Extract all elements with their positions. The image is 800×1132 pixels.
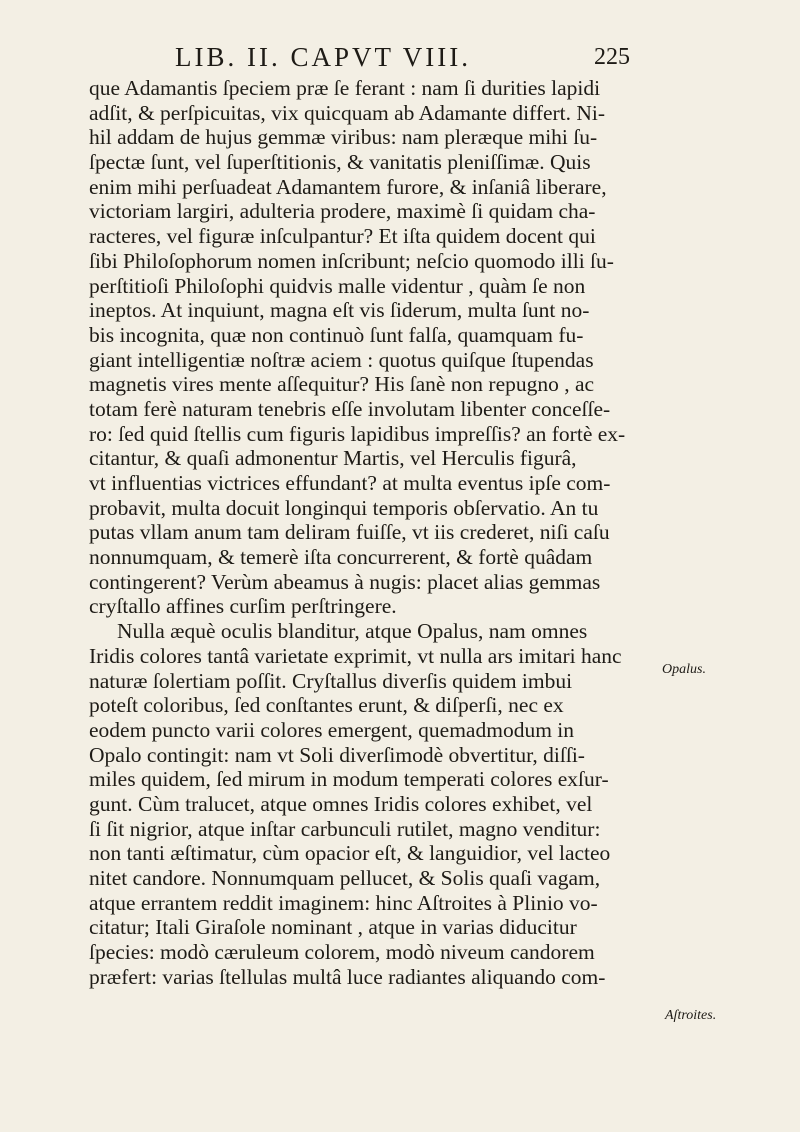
text-line: magnetis vires mente aſſequitur? His ſanè non repugno , ac <box>89 372 595 397</box>
margin-note-opalus: Opalus. <box>662 662 706 677</box>
text-line: totam ferè naturam tenebris eſſe involutam libenter conceſſe- <box>89 396 611 421</box>
text-line: Iridis colores tantâ varietate exprimit, vt nulla ars imitari hanc <box>89 643 622 668</box>
text-line: giant intelligentiæ noſtræ aciem : quotus quiſque ſtupendas <box>89 347 594 372</box>
text-line: racteres, vel figuræ inſculpantur? Et iſta quidem docent qui <box>89 224 596 249</box>
text-line: nonnumquam, & temerè iſta concurrerent, & fortè quâdam <box>89 545 593 570</box>
body-text <box>89 76 649 989</box>
text-line: perſtitioſi Philoſophi quidvis malle videntur , quàm ſe non <box>89 273 586 298</box>
text-line: poteſt coloribus, ſed conſtantes erunt, & diſperſi, nec ex <box>89 693 564 718</box>
paragraph-start-line: Nulla æquè oculis blanditur, atque Opalus, nam omnes <box>117 619 588 644</box>
text-line: atque errantem reddit imaginem: hinc Aſtroites à Plinio vo- <box>89 890 598 915</box>
text-line: naturæ ſolertiam poſſit. Cryſtallus diverſis quidem imbui <box>89 668 573 693</box>
running-head <box>150 38 630 78</box>
text-line: gunt. Cùm tralucet, atque omnes Iridis colores exhibet, vel <box>89 791 593 816</box>
text-line: adſit, & perſpicuitas, vix quicquam ab Adamante differt. Ni- <box>89 100 606 125</box>
margin-note-astroites: Aſtroites. <box>665 1008 717 1023</box>
text-line: que Adamantis ſpeciem præ ſe ferant : nam ſi durities lapidi <box>89 76 601 100</box>
text-line: non tanti æſtimatur, cùm opacior eſt, & languidior, vel lacteo <box>89 841 611 866</box>
text-line: ſi ſit nigrior, atque inſtar carbunculi rutilet, magno venditur: <box>89 816 601 841</box>
text-line: vt influentias victrices effundant? at multa eventus ipſe com- <box>89 471 611 495</box>
text-line: hil addam de hujus gemmæ viribus: nam pleræque mihi ſu- <box>89 125 598 150</box>
running-title: LIB. II. CAPVT VIII. <box>175 42 471 72</box>
text-line: cryſtallo affines curſim perſtringere. <box>89 594 397 619</box>
text-line: enim mihi perſuadeat Adamantem furore, & inſaniâ liberare, <box>89 174 607 199</box>
text-line: nitet candore. Nonnumquam pellucet, & Solis quaſi vagam, <box>89 866 601 890</box>
text-line: victoriam largiri, adulteria prodere, maximè ſi quidam cha- <box>89 199 596 224</box>
text-line: Opalo contingit: nam vt Soli diverſimodè obvertitur, diſſi- <box>89 742 585 767</box>
text-line: bis incognita, quæ non continuò ſunt falſa, quamquam fu- <box>89 322 584 347</box>
text-line: ſibi Philoſophorum nomen inſcribunt; neſcio quomodo illi ſu- <box>89 248 614 273</box>
text-line: probavit, multa docuit longinqui temporis obſervatio. An tu <box>89 495 599 520</box>
text-line: citatur; Itali Giraſole nominant , atque in varias diducitur <box>89 915 577 940</box>
page-number: 225 <box>594 44 630 70</box>
text-line: præfert: varias ſtellulas multâ luce radiantes aliquando com- <box>89 964 606 989</box>
text-line: contingerent? Verùm abeamus à nugis: placet alias gemmas <box>89 569 601 594</box>
text-line: miles quidem, ſed mirum in modum temperati colores exſur- <box>89 767 609 792</box>
text-line: ſpectæ ſunt, vel ſuperſtitionis, & vanitatis pleniſſimæ. Quis <box>89 150 591 175</box>
text-line: ro: ſed quid ſtellis cum figuris lapidibus impreſſis? an fortè ex- <box>89 421 626 446</box>
text-line: eodem puncto varii colores emergent, quemadmodum in <box>89 717 575 742</box>
text-line: citantur, & quaſi admonentur Martis, vel Herculis figurâ, <box>89 446 577 471</box>
text-line: ineptos. At inquiunt, magna eſt vis ſiderum, multa ſunt no- <box>89 298 590 323</box>
text-line: ſpecies: modò cæruleum colorem, modò niveum candorem <box>89 940 595 965</box>
text-line: putas vllam anum tam deliram fuiſſe, vt iis crederet, niſi caſu <box>89 520 610 545</box>
